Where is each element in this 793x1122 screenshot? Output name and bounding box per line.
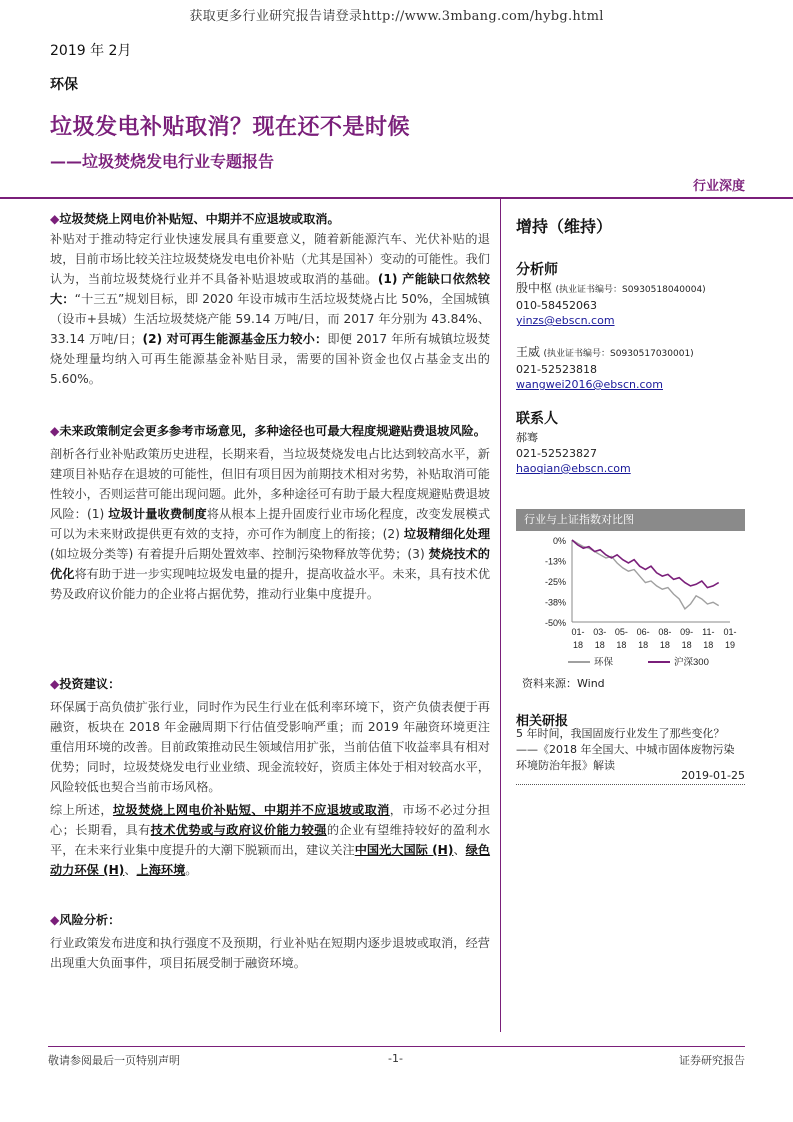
company-link[interactable]: 绿色动力环保 (H): [50, 843, 491, 877]
analyst-name-line: 殷中枢 (执业证书编号：S0930518040004): [516, 281, 706, 295]
section-heading: ◆垃圾焚烧上网电价补贴短、中期并不应退坡或取消。: [50, 212, 340, 226]
x-tick-label: 11-18: [702, 627, 715, 650]
diamond-bullet-icon: ◆: [50, 913, 60, 927]
related-heading: 相关研报: [516, 714, 569, 729]
company-link[interactable]: 中国光大国际 (H): [354, 843, 454, 857]
section-body: 剖析各行业补贴政策历史进程，长期来看，当垃圾焚烧发电占比达到较高水平，新建项目补贴存在退坡的可能性，但旧有项目因为前期技术相对劣势，补贴取消可能性较小，否则运营可能出现问题。此外，多种途径可有助于最大程度规避贴费退坡风险：(1) 垃圾计量收费制度将从根本上提升固废行业市场化程度，改变发展模式可以为未来财政提供更有效的支持，亦可作为制度上的衔接；(2) 垃圾精细化处理(如垃圾分类等) 有着提升后期处置效率、控制污染物释放等优势；(3) 焚烧技术的优化将有助于进一步实现吨垃圾发电量的提升，提高收益水平。未来，具有技术优势及政府议价能力的企业将占据优势，推动行业集中度提升。: [50, 447, 491, 601]
contact-heading: 联系人: [516, 411, 558, 427]
analyst-card: [516, 280, 745, 327]
x-tick-label: 05-18: [614, 627, 628, 650]
diamond-bullet-icon: ◆: [50, 424, 60, 438]
report-subtitle: ——垃圾焚烧发电行业专题报告: [50, 152, 275, 171]
chart-source: 资料来源：Wind: [522, 677, 605, 690]
section-heading: ◆风险分析：: [50, 913, 121, 927]
footer-disclaimer[interactable]: 敬请参阅最后一页特别声明: [48, 1054, 180, 1067]
related-report-link[interactable]: 5 年时间，我国固废行业发生了那些变化？——《2018 年全国大、中城市固体废物污染环境防治年报》解读: [516, 727, 735, 772]
series-line: [572, 540, 719, 588]
section-subsidy: [50, 209, 490, 389]
y-tick-label: -38%: [544, 597, 566, 608]
legend-label: 沪深300: [674, 657, 709, 668]
x-tick-label: 08-18: [658, 627, 672, 650]
y-tick-label: -13%: [544, 556, 566, 567]
x-tick-label: 03-18: [593, 627, 607, 650]
chart-title: 行业与上证指数对比图: [516, 509, 745, 531]
y-tick-label: 0%: [552, 536, 566, 546]
diamond-bullet-icon: ◆: [50, 212, 60, 226]
x-tick-label: 09-18: [680, 627, 694, 650]
rating: 增持（维持）: [516, 217, 613, 236]
x-tick-label: 01-19: [723, 627, 737, 650]
sector-label: 环保: [50, 77, 78, 93]
comparison-line-chart: [516, 534, 745, 674]
report-date: 2019 年 2月: [50, 43, 132, 59]
footer-label: 证券研究报告: [679, 1054, 745, 1067]
x-tick-label: 01-18: [571, 627, 585, 650]
section-heading: ◆投资建议：: [50, 677, 121, 691]
report-title: 垃圾发电补贴取消？现在还不是时候: [50, 115, 411, 140]
section-body: 行业政策发布进度和执行强度不及预期，行业补贴在短期内逐步退坡或取消，经营出现重大负面事件，项目拓展受制于融资环境。: [50, 936, 490, 970]
section-heading: ◆未来政策制定会更多参考市场意见，多种途径也可最大程度规避贴费退坡风险。: [50, 424, 486, 438]
page-number: -1-: [388, 1052, 403, 1065]
column-divider: [500, 199, 501, 1032]
section-risk: [50, 910, 490, 973]
y-tick-label: -50%: [544, 618, 566, 628]
contact-phone: 021-52523827: [516, 447, 597, 460]
related-date: 2019-01-25: [516, 768, 745, 785]
contact-email[interactable]: haoqian@ebscn.com: [516, 462, 631, 475]
footer-divider: [48, 1046, 745, 1047]
section-investment: [50, 674, 490, 880]
y-tick-label: -25%: [544, 577, 566, 587]
diamond-bullet-icon: ◆: [50, 677, 60, 691]
report-type: 行业深度: [692, 179, 745, 194]
section-policy: [50, 421, 490, 604]
contact-card: [516, 430, 745, 475]
analyst-email[interactable]: yinzs@ebscn.com: [516, 314, 615, 327]
header-divider: [0, 197, 793, 199]
section-body: 环保属于高负债扩张行业，同时作为民生行业在低利率环境下，资产负债表便于再融资，板块在 2018 年金融周期下行估值受影响严重；而 2019 年融资环境更注重信用环境的改善。目前政策推动民生领域信用扩张，当前估值下收益率具有相对优势；同时，垃圾焚烧发电行业业绩、现金流较好，资质主体处于相对较高水平，风险较低也契合当前市场风格。: [50, 700, 490, 794]
analyst-email[interactable]: wangwei2016@ebscn.com: [516, 378, 663, 391]
analyst-name-line: 王威 (执业证书编号：S0930517030001): [516, 345, 694, 359]
contact-name: 郝骞: [516, 431, 538, 444]
section-body: 补贴对于推动特定行业快速发展具有重要意义，随着新能源汽车、光伏补贴的退坡，目前市场比较关注垃圾焚烧发电电价补贴（尤其是国补）变动的可能性。我们认为，当前垃圾焚烧行业并不具备补贴退坡或取消的基础。(1) 产能缺口依然较大：“十三五”规划目标，即 2020 年设市城市生活垃圾焚烧占比 50%，全国城镇（设市+县城）生活垃圾焚烧产能 59.14 万吨/日，而 2017 年分别为 43.84%、33.14 万吨/日；(2) 对可再生能源基金压力较小：即便 2017 年所有城镇垃圾焚烧处理量均纳入可再生能源基金补贴目录，需要的国补资金也仅占基金支出的 5.60%。: [50, 232, 491, 386]
x-tick-label: 06-18: [636, 627, 650, 650]
section-conclusion: 综上所述，垃圾焚烧上网电价补贴短、中期并不应退坡或取消，市场不必过分担心；长期看，具有技术优势或与政府议价能力较强的企业有望维持较好的盈利水平，在未来行业集中度提升的大潮下脱颖而出，建议关注中国光大国际 (H)、绿色动力环保 (H)、上海环境。: [50, 803, 491, 877]
top-banner[interactable]: 获取更多行业研究报告请登录http://www.3mbang.com/hybg.html: [189, 9, 604, 24]
analyst-heading: 分析师: [516, 262, 558, 278]
analyst-phone: 021-52523818: [516, 363, 597, 376]
company-link[interactable]: 上海环境: [136, 863, 186, 877]
analyst-phone: 010-58452063: [516, 299, 597, 312]
legend-label: 环保: [594, 657, 614, 668]
analyst-card: [516, 344, 745, 391]
